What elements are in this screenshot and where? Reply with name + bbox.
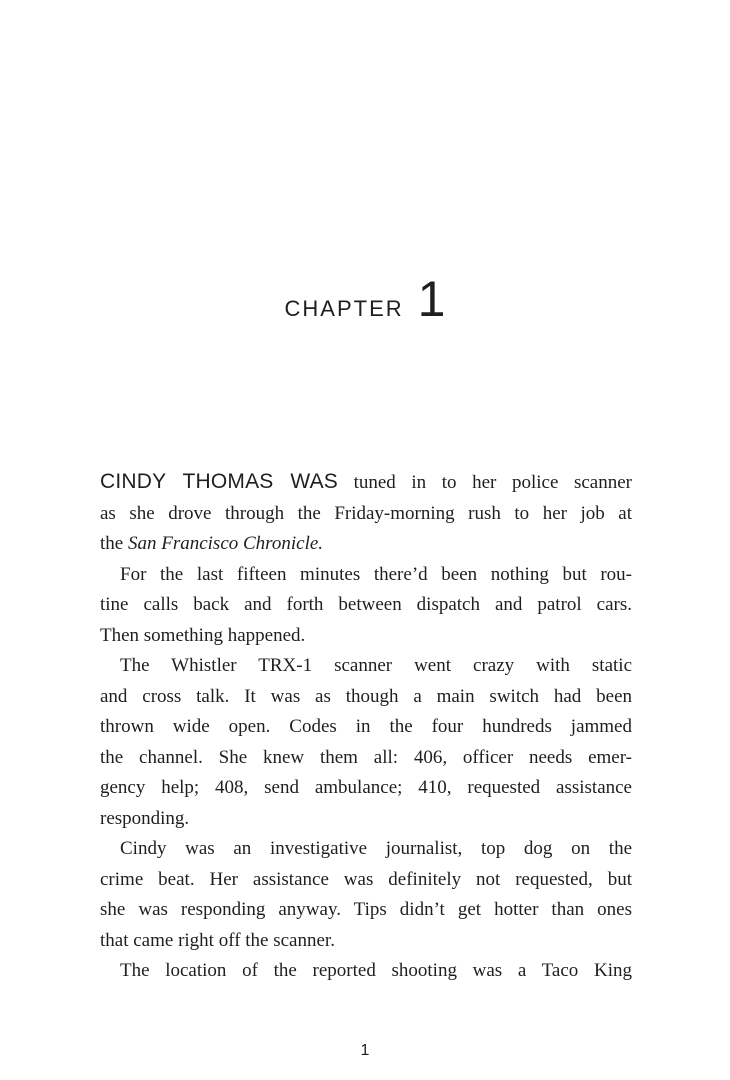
text-line: responding. xyxy=(100,807,190,829)
text-line: The Whistler TRX-1 scanner went crazy with static xyxy=(120,655,632,676)
text-line: and cross talk. It was as though a main switch had been xyxy=(100,685,632,707)
text-line: tine calls back and forth between dispatch and patrol cars. xyxy=(100,594,632,615)
chapter-heading xyxy=(0,270,730,328)
text-line: Cindy was an investigative journalist, top dog on the xyxy=(120,838,632,859)
text-line: she was responding anyway. Tips didn’t get hotter than ones xyxy=(100,899,632,920)
line-text: tuned in to her police scanner xyxy=(338,472,632,493)
text-line: thrown wide open. Codes in the four hundreds jammed xyxy=(100,716,632,737)
text-line: The location of the reported shooting was a Taco King xyxy=(120,960,632,981)
chapter-body xyxy=(100,467,632,987)
text-line: that came right off the scanner. xyxy=(100,929,335,951)
text-line: as she drove through the Friday-morning rush to her job at xyxy=(100,502,632,524)
text-line xyxy=(100,467,632,499)
line-text: the xyxy=(100,533,128,554)
text-line: gency help; 408, send ambulance; 410, requested assistance xyxy=(100,777,632,798)
text-line: Then something happened. xyxy=(100,624,306,646)
chapter-label: CHAPTER xyxy=(284,296,404,321)
page-number: 1 xyxy=(360,1042,370,1059)
text-line: crime beat. Her assistance was definitely not requested, but xyxy=(100,868,632,890)
opening-words: CINDY THOMAS WAS xyxy=(100,470,339,493)
chapter-number: 1 xyxy=(417,271,446,327)
text-line xyxy=(100,529,632,560)
publication-title: San Francisco Chronicle. xyxy=(127,533,324,554)
text-line: For the last fifteen minutes there’d been nothing but rou- xyxy=(120,563,632,585)
text-line: the channel. She knew them all: 406, officer needs emer- xyxy=(100,746,632,768)
